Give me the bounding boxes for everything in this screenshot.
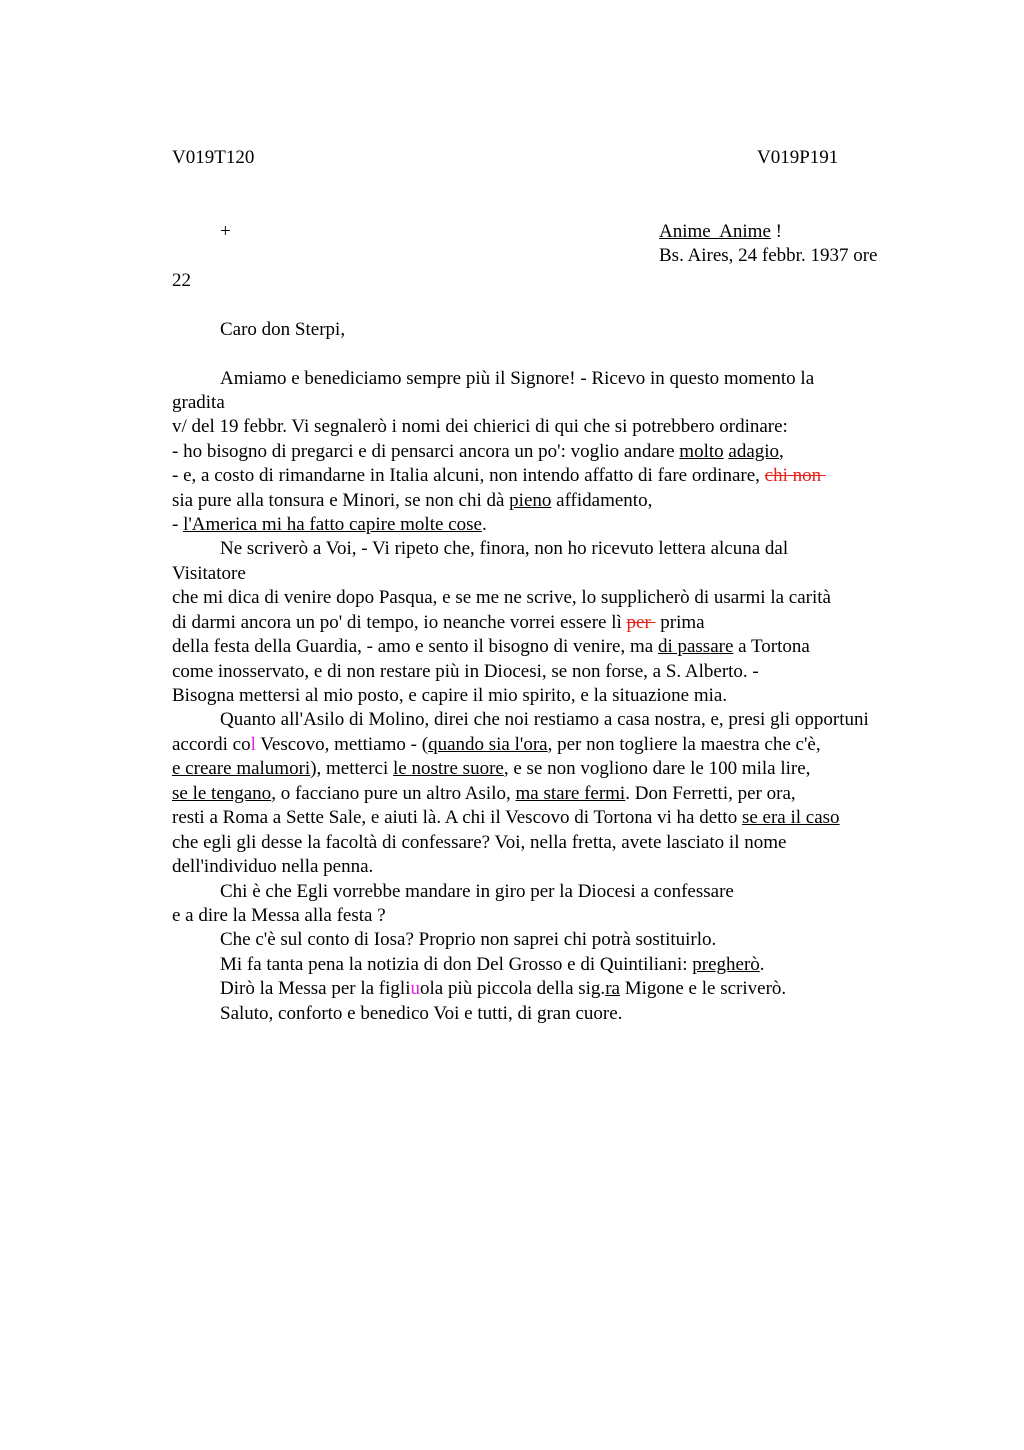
text-run: ola più piccola della sig. <box>419 978 606 999</box>
inserted-text: u <box>410 978 420 999</box>
body-line: Ne scriverò a Voi, - Vi ripeto che, finora, non ho ricevuto lettera alcuna dal <box>220 538 789 559</box>
underlined-text: ma stare fermi <box>515 783 626 804</box>
body-line: Visitatore <box>172 563 246 584</box>
body-line: Chi è che Egli vorrebbe mandare in giro per la Diocesi a confessare <box>220 881 734 902</box>
text-run: - e, a costo di rimandarne in Italia alcuni, non intendo affatto di fare ordinare, <box>172 465 765 486</box>
text-run: . Don Ferretti, per ora, <box>625 783 796 804</box>
hour: 22 <box>172 270 191 291</box>
text-run: prima <box>655 612 705 633</box>
body-line: Quanto all'Asilo di Molino, direi che noi restiamo a casa nostra, e, presi gli opportuni <box>220 709 869 730</box>
text-run: . <box>759 954 765 975</box>
cross-symbol: + <box>220 221 231 242</box>
text-run: Vescovo, mettiamo - ( <box>255 734 429 755</box>
underlined-text: pregherò <box>692 954 760 975</box>
underlined-text: pieno <box>509 490 552 511</box>
deleted-text: chi non <box>764 465 826 486</box>
text-run: , o facciano pure un altro Asilo, <box>271 783 516 804</box>
underlined-text: adagio <box>728 441 780 462</box>
underlined-text: ra <box>605 978 620 999</box>
underlined-text: se era il caso <box>741 807 840 828</box>
inserted-text: l <box>250 734 256 755</box>
body-line <box>172 757 810 781</box>
body-line: e a dire la Messa alla festa ? <box>172 905 386 926</box>
underlined-text: se le tengano <box>172 783 272 804</box>
body-line: che egli gli desse la facoltà di confessare? Voi, nella fretta, avete lasciato il nome <box>172 832 787 853</box>
body-line <box>172 611 705 635</box>
text-run: a Tortona <box>733 636 810 657</box>
document-code-right: V019P191 <box>757 147 839 168</box>
body-line <box>172 733 821 757</box>
document-code-left: V019T120 <box>172 147 255 168</box>
underlined-text: molto <box>679 441 724 462</box>
body-line <box>172 635 810 659</box>
place-date: Bs. Aires, 24 febbr. 1937 ore <box>659 245 878 266</box>
text-run: affidamento, <box>551 490 653 511</box>
text-run: resti a Roma a Sette Sale, e aiuti là. A chi il Vescovo di Tortona vi ha detto <box>172 807 742 828</box>
text-run: , per non togliere la maestra che c'è, <box>547 734 821 755</box>
body-line <box>172 806 840 830</box>
body-line <box>172 440 784 464</box>
body-line: come inosservato, e di non restare più in Diocesi, se non forse, a S. Alberto. - <box>172 661 759 682</box>
deleted-text: per <box>626 612 656 633</box>
underlined-text: le nostre suore <box>393 758 504 779</box>
text-run: - <box>172 514 184 535</box>
body-line: dell'individuo nella penna. <box>172 856 374 877</box>
text-run: sia pure alla tonsura e Minori, se non chi dà <box>172 490 510 511</box>
text-run: ), metterci <box>310 758 394 779</box>
text-run: - ho bisogno di pregarci e di pensarci ancora un po': voglio andare <box>172 441 680 462</box>
text-run: accordi co <box>172 734 251 755</box>
body-line <box>220 977 786 1001</box>
salutation: Caro don Sterpi, <box>220 319 346 340</box>
body-line <box>220 953 765 977</box>
body-line: Bisogna mettersi al mio posto, e capire il mio spirito, e la situazione mia. <box>172 685 728 706</box>
text-run: Migone e le scriverò. <box>619 978 787 999</box>
text-run: , <box>779 441 784 462</box>
body-line: v/ del 19 febbr. Vi segnalerò i nomi dei chierici di qui che si potrebbero ordinare: <box>172 416 788 437</box>
text-run: della festa della Guardia, - amo e sento il bisogno di venire, ma <box>172 636 658 657</box>
underlined-text: di passare <box>657 636 734 657</box>
underlined-text: e creare malumori <box>172 758 311 779</box>
body-line <box>172 489 652 513</box>
text-run: Mi fa tanta pena la notizia di don Del Grosso e di Quintiliani: <box>220 954 693 975</box>
body-line <box>172 782 796 806</box>
underlined-text: l'America mi ha fatto capire molte cose <box>183 514 482 535</box>
underlined-text: quando sia l'ora <box>428 734 548 755</box>
text-run: di darmi ancora un po' di tempo, io neanche vorrei essere lì <box>172 612 627 633</box>
body-line: Saluto, conforto e benedico Voi e tutti, di gran cuore. <box>220 1003 623 1024</box>
text-run: , e se non vogliono dare le 100 mila lire, <box>503 758 811 779</box>
motto-underlined: Anime Anime <box>659 221 771 242</box>
motto <box>659 220 782 244</box>
body-line: che mi dica di venire dopo Pasqua, e se me ne scrive, lo supplicherò di usarmi la carità <box>172 587 831 608</box>
body-line: gradita <box>172 392 225 413</box>
body-line: Amiamo e benediciamo sempre più il Signore! - Ricevo in questo momento la <box>220 368 815 389</box>
body-line: Che c'è sul conto di Iosa? Proprio non saprei chi potrà sostituirlo. <box>220 929 717 950</box>
motto-exclamation: ! <box>770 221 782 242</box>
text-run: . <box>481 514 487 535</box>
body-line <box>172 513 487 537</box>
body-line <box>172 464 826 488</box>
text-run: Dirò la Messa per la figli <box>220 978 411 999</box>
